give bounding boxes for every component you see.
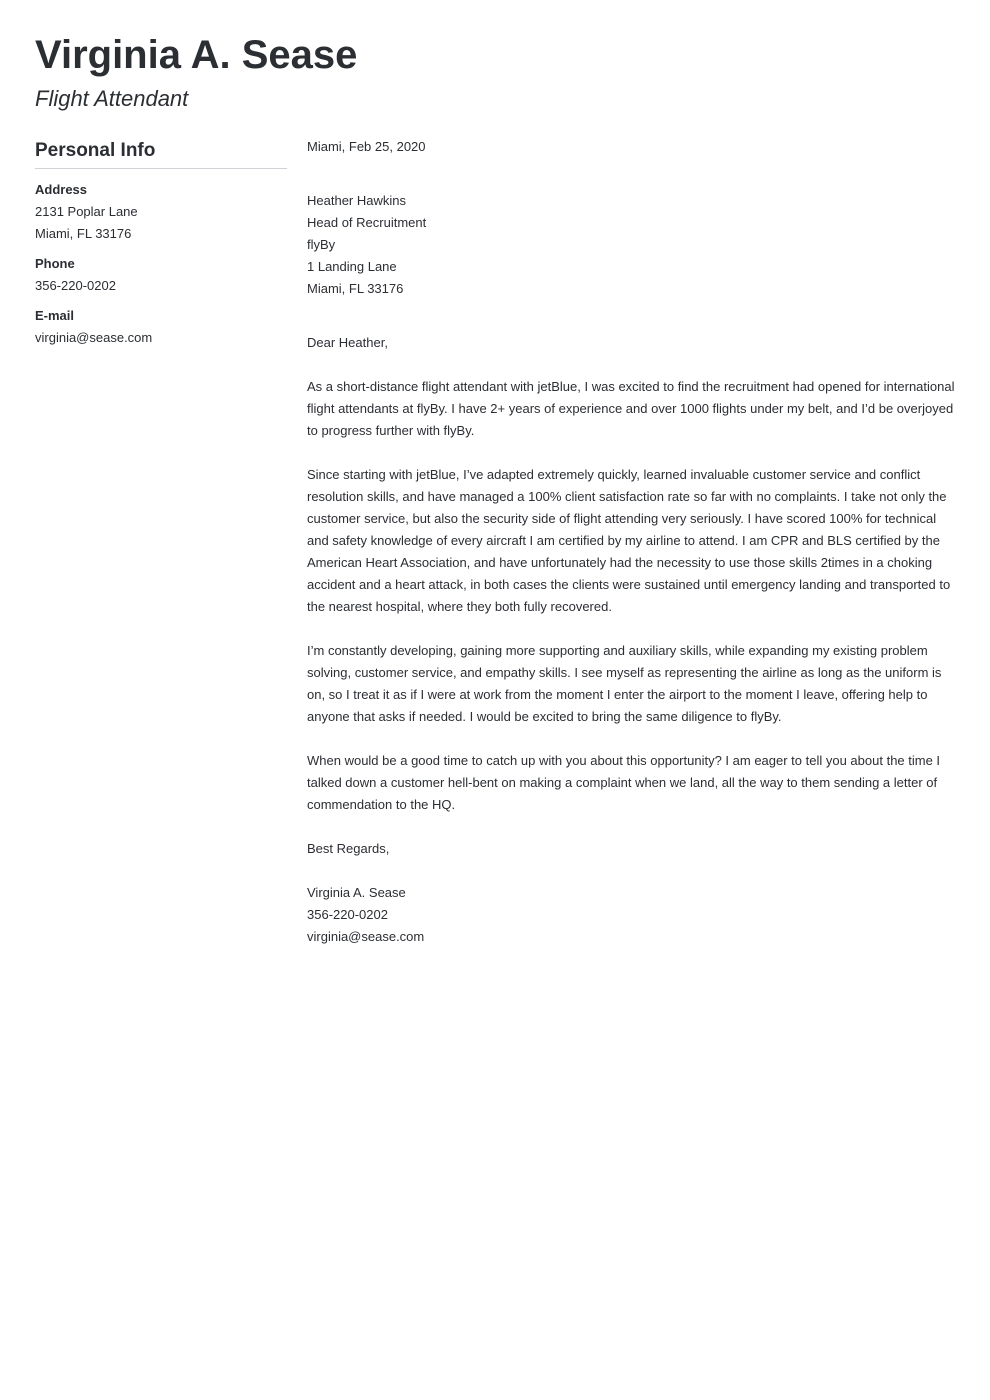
address-line-2: Miami, FL 33176 [35,226,132,241]
recipient-block [307,190,959,300]
email-label: E-mail [35,308,75,323]
signature-block [307,882,959,948]
signature-email: virginia@sease.com [307,929,425,944]
job-title: Flight Attendant [35,86,189,111]
salutation: Dear Heather, [307,335,388,350]
paragraph-4: When would be a good time to catch up with you about this opportunity? I am eager to tell you about the time I talked down a customer hell-bent on making a complaint when we land, all the way to them sending a letter of commendation to the HQ. [307,753,941,812]
paragraph-3: I’m constantly developing, gaining more supporting and auxiliary skills, while expanding my existing problem solving, customer service, and empathy skills. I see myself as representing the airline as long as the uniform is on, so I treat it as if I were at work from the moment I enter the airport to the moment I leave, offering help to anyone that asks if needed. I would be excited to bring the same diligence to flyBy. [307,643,942,724]
address-line-1: 2131 Poplar Lane [35,204,138,219]
address-label: Address [35,182,88,197]
recipient-street: 1 Landing Lane [307,259,397,274]
phone-label: Phone [35,256,75,271]
applicant-name: Virginia A. Sease [35,33,358,77]
paragraph-1: As a short-distance flight attendant with jetBlue, I was excited to find the recruitment had opened for international flight attendants at flyBy. I have 2+ years of experience and over 1000 flights under my belt, and I’d be overjoyed to progress further with flyBy. [307,379,955,438]
recipient-role: Head of Recruitment [307,215,427,230]
phone-block [35,253,287,297]
personal-info-sidebar [35,138,287,349]
phone-value: 356-220-0202 [35,278,116,293]
recipient-company: flyBy [307,237,336,252]
recipient-city: Miami, FL 33176 [307,281,404,296]
paragraph-2: Since starting with jetBlue, I’ve adapted extremely quickly, learned invaluable customer service and conflict resolution skills, and have managed a 100% client satisfaction rate so far with no complaints. I take not only the customer service, but also the security side of flight attending very seriously. I have scored 100% for technical and safety knowledge of every aircraft I am certified by my airline to attend. I am CPR and BLS certified by the American Heart Association, and have unfortunately had the necessity to use those skills 2times in a choking accident and a heart attack, in both cases the clients were sustained until emergency landing and transported to the nearest hospital, where they both fully recovered. [307,467,951,614]
letter-body [307,136,959,948]
personal-info-heading: Personal Info [35,138,287,169]
signature-name: Virginia A. Sease [307,885,406,900]
email-block [35,305,287,349]
address-block [35,179,287,245]
signature-phone: 356-220-0202 [307,907,388,922]
email-value: virginia@sease.com [35,330,153,345]
letter-date: Miami, Feb 25, 2020 [307,139,426,154]
closing: Best Regards, [307,841,390,856]
recipient-name: Heather Hawkins [307,193,406,208]
